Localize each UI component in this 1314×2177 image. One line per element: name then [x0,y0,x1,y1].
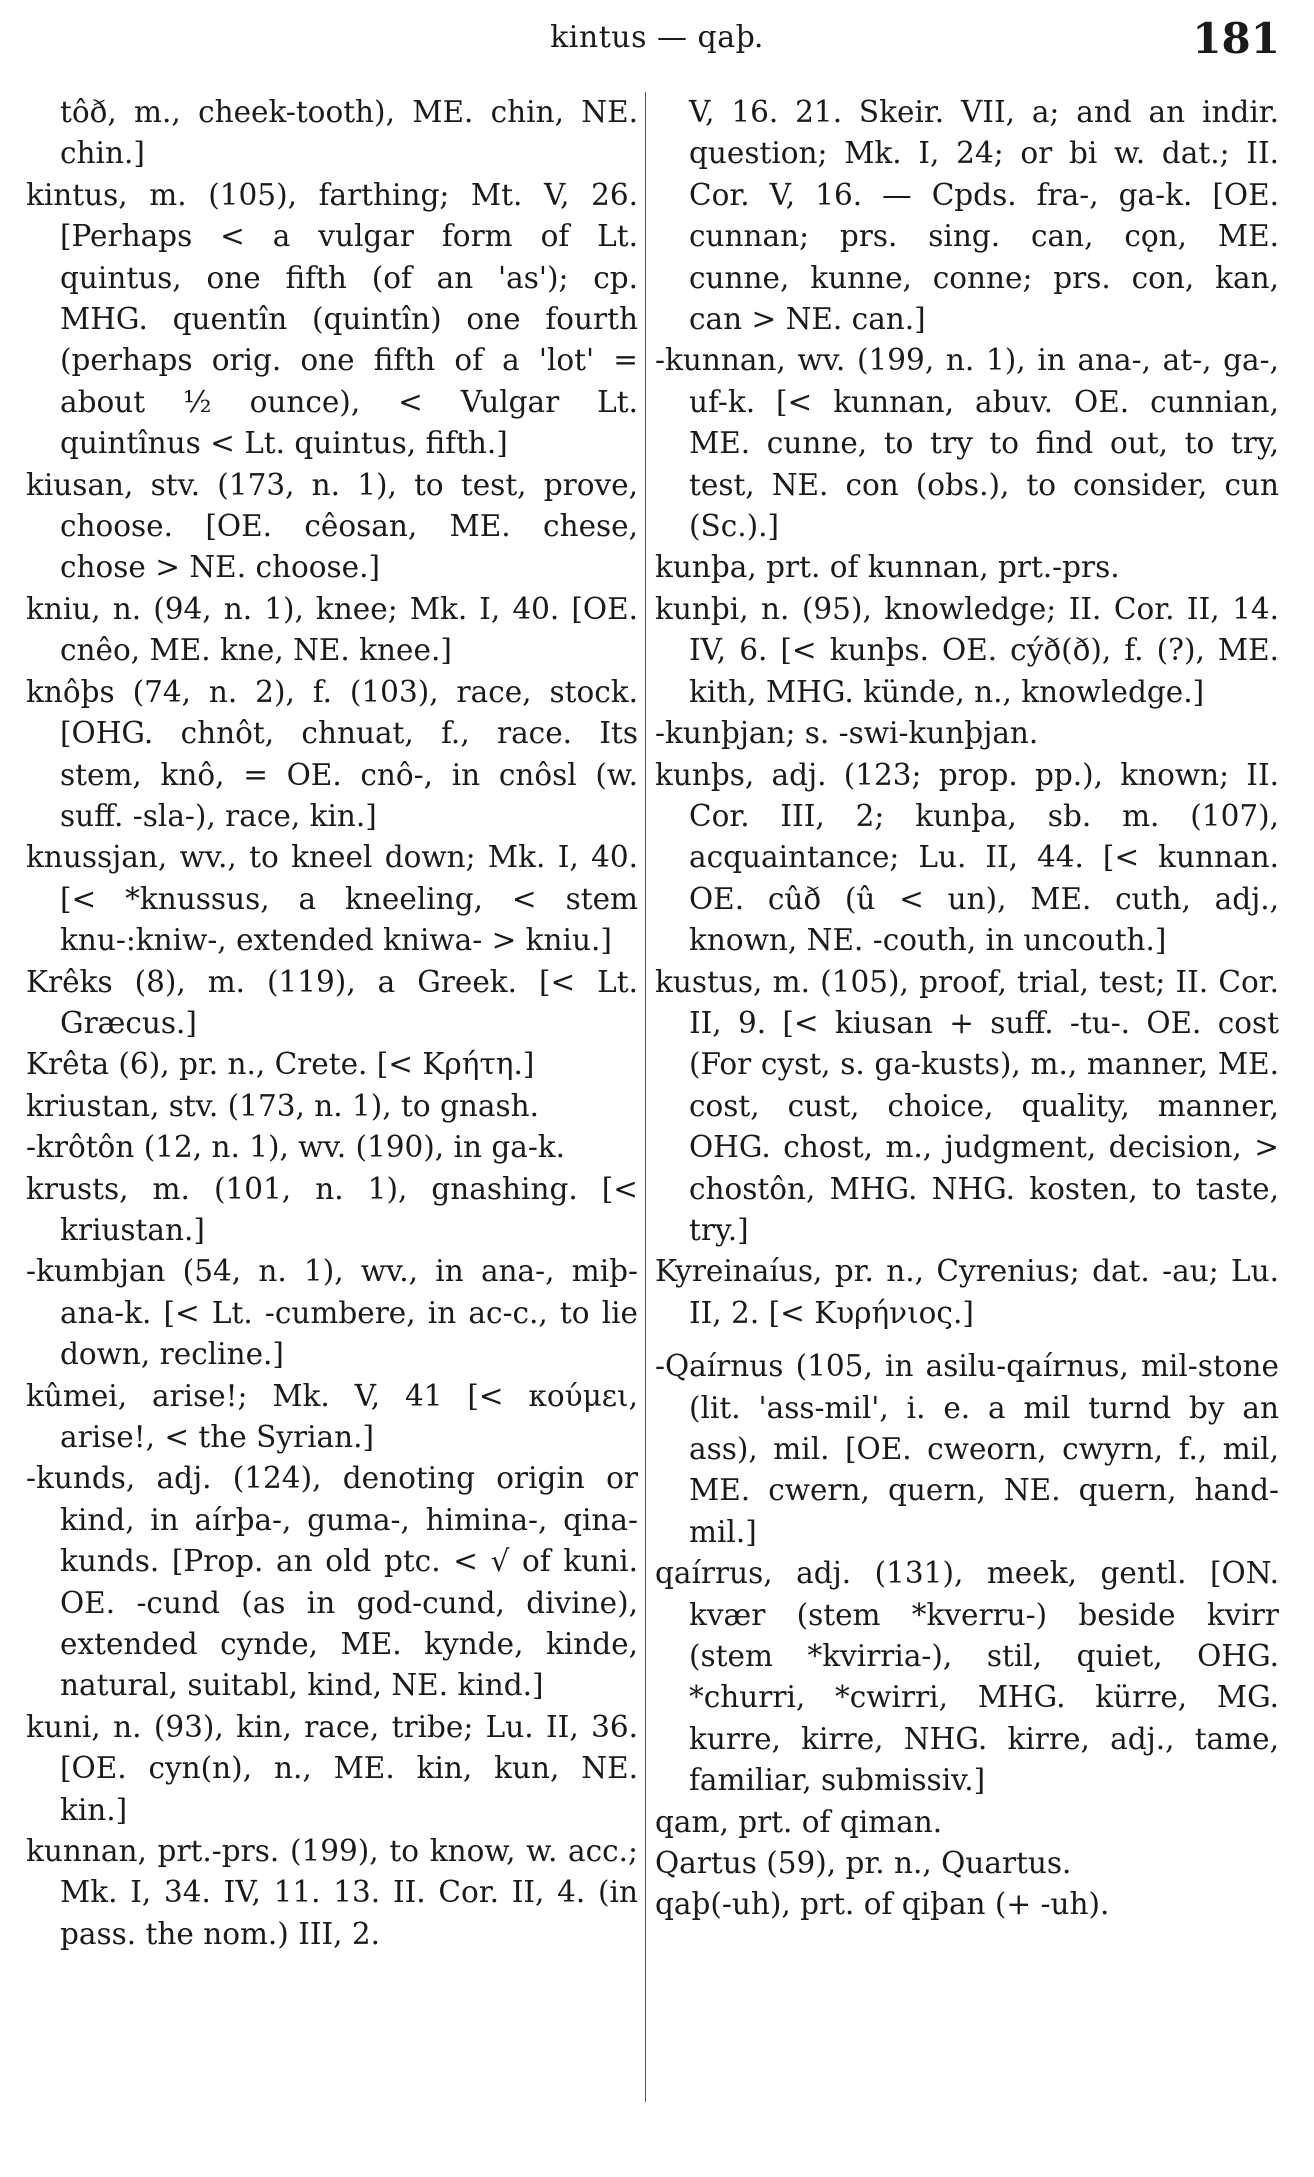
dictionary-entry: Krêks (8), m. (119), a Greek. [< Lt. Græcus.] [26,964,638,1040]
dictionary-entry: kunþi, n. (95), knowledge; II. Cor. II, 14. IV, 6. [< kunþs. OE. cýð(ð), f. (?), ME. kith, MHG. künde, n., knowledge.] [655,591,1279,709]
dictionary-entry: kunnan, prt.-prs. (199), to know, w. acc.; Mk. I, 34. IV, 11. 13. II. Cor. II, 4. (in pass. the nom.) III, 2. [26,1834,638,1951]
running-head: kintus — qaþ. [550,20,764,55]
dictionary-entry: qaírrus, adj. (131), meek, gentl. [ON. kvær (stem *kverru-) beside kvirr (stem *kvirria-), stil, quiet, OHG. *churri, *cwirri, MHG. kürre, MG. kurre, kirre, NHG. kirre, adj., tame, familiar, submissiv.] [655,1556,1279,1798]
dictionary-entry: kunþa, prt. of kunnan, prt.-prs. [655,550,1120,585]
dictionary-entry: kniu, n. (94, n. 1), knee; Mk. I, 40. [OE. cnêo, ME. kne, NE. knee.] [26,591,638,668]
dictionary-entry: Krêta (6), pr. n., Crete. [< Κρήτη.] [26,1047,535,1082]
dictionary-entry: qam, prt. of qiman. [655,1804,943,1839]
dictionary-entry: kintus, m. (105), farthing; Mt. V, 26. [Perhaps < a vulgar form of Lt. quintus, one fifth (of an 'as'); cp. MHG. quentîn (quintîn) one fourth (perhaps orig. one fifth of a 'lot' = about ½ ounce), < Vulgar Lt. quintînus < Lt. quintus, fifth.] [26,177,638,461]
dictionary-entry: knôþs (74, n. 2), f. (103), race, stock. [OHG. chnôt, chnuat, f., race. Its stem, knô, = OE. cnô-, in cnôsl (w. suff. -sla-), race, kin.] [26,674,638,833]
dictionary-entry: Kyreinaíus, pr. n., Cyrenius; dat. -au; Lu. II, 2. [< Κυρήνιος.] [655,1254,1279,1330]
dictionary-entry: kustus, m. (105), proof, trial, test; II. Cor. II, 9. [< kiusan + suff. -tu-. OE. cost (For cyst, s. ga-kusts), m., manner, ME. cost, cust, choice, quality, manner, OHG. chost, m., judgment, decision, > chostôn, MHG. NHG. kosten, to taste, try.] [655,964,1279,1247]
dictionary-entry: -kunnan, wv. (199, n. 1), in ana-, at-, ga-, uf-k. [< kunnan, abuv. OE. cunnian, ME. cunne, to try to find out, to try, test, NE. con (obs.), to consider, cun (Sc.).] [655,343,1279,544]
dictionary-entry: Qartus (59), pr. n., Quartus. [655,1846,1072,1881]
dictionary-entry: krusts, m. (101, n. 1), gnashing. [< kriustan.] [26,1171,638,1247]
page-number: 181 [1192,14,1280,63]
dictionary-entry: tôð, m., cheek-tooth), ME. chin, NE. chin.] [60,95,638,171]
dictionary-entry: -kunþjan; s. -swi-kunþjan. [655,716,1039,751]
dictionary-entry: V, 16. 21. Skeir. VII, a; and an indir. question; Mk. I, 24; or bi w. dat.; II. Cor. V, 16. — Cpds. fra-, ga-k. [OE. cunnan; prs. sing. can, cǫn, ME. cunne, kunne, conne; prs. con, kan, can > NE. can.] [689,95,1279,337]
page-header [0,14,1314,74]
left-column [26,92,638,1955]
dictionary-entry: -krôtôn (12, n. 1), wv. (190), in ga-k. [26,1130,566,1165]
dictionary-entry: -kumbjan (54, n. 1), wv., in ana-, miþ-ana-k. [< Lt. -cumbere, in ac-c., to lie down, recline.] [26,1254,638,1372]
dictionary-entry: kriustan, stv. (173, n. 1), to gnash. [26,1088,539,1123]
dictionary-entry: -Qaírnus (105, in asilu-qaírnus, mil-stone (lit. 'ass-mil', i. e. a mil turnd by an ass), mil. [OE. cweorn, cwyrn, f., mil, ME. cwern, quern, NE. quern, hand-mil.] [655,1349,1279,1549]
column-divider [645,92,646,2102]
dictionary-entry: kuni, n. (93), kin, race, tribe; Lu. II, 36. [OE. cyn(n), n., ME. kin, kun, NE. kin.] [26,1709,638,1827]
dictionary-entry: kiusan, stv. (173, n. 1), to test, prove, choose. [OE. cêosan, ME. chese, chose > NE. choose.] [26,467,638,585]
right-column [655,92,1279,1926]
dictionary-entry: knussjan, wv., to kneel down; Mk. I, 40. [< *knussus, a kneeling, < stem knu-:kniw-, extended kniwa- > kniu.] [26,840,638,958]
dictionary-entry: kûmei, arise!; Mk. V, 41 [< κούμει, arise!, < the Syrian.] [26,1378,638,1454]
dictionary-entry: kunþs, adj. (123; prop. pp.), known; II. Cor. III, 2; kunþa, sb. m. (107), acquaintance; Lu. II, 44. [< kunnan. OE. cûð (û < un), ME. cuth, adj., known, NE. -couth, in uncouth.] [655,757,1279,958]
dictionary-entry: qaþ(-uh), prt. of qiþan (+ -uh). [655,1887,1110,1922]
dictionary-entry: -kunds, adj. (124), denoting origin or kind, in aírþa-, guma-, himina-, qina-kunds. [Prop. an old ptc. < √ of kuni. OE. -cund (as in god-cund, divine), extended cynde, ME. kynde, kinde, natural, suitabl, kind, NE. kind.] [26,1461,638,1703]
